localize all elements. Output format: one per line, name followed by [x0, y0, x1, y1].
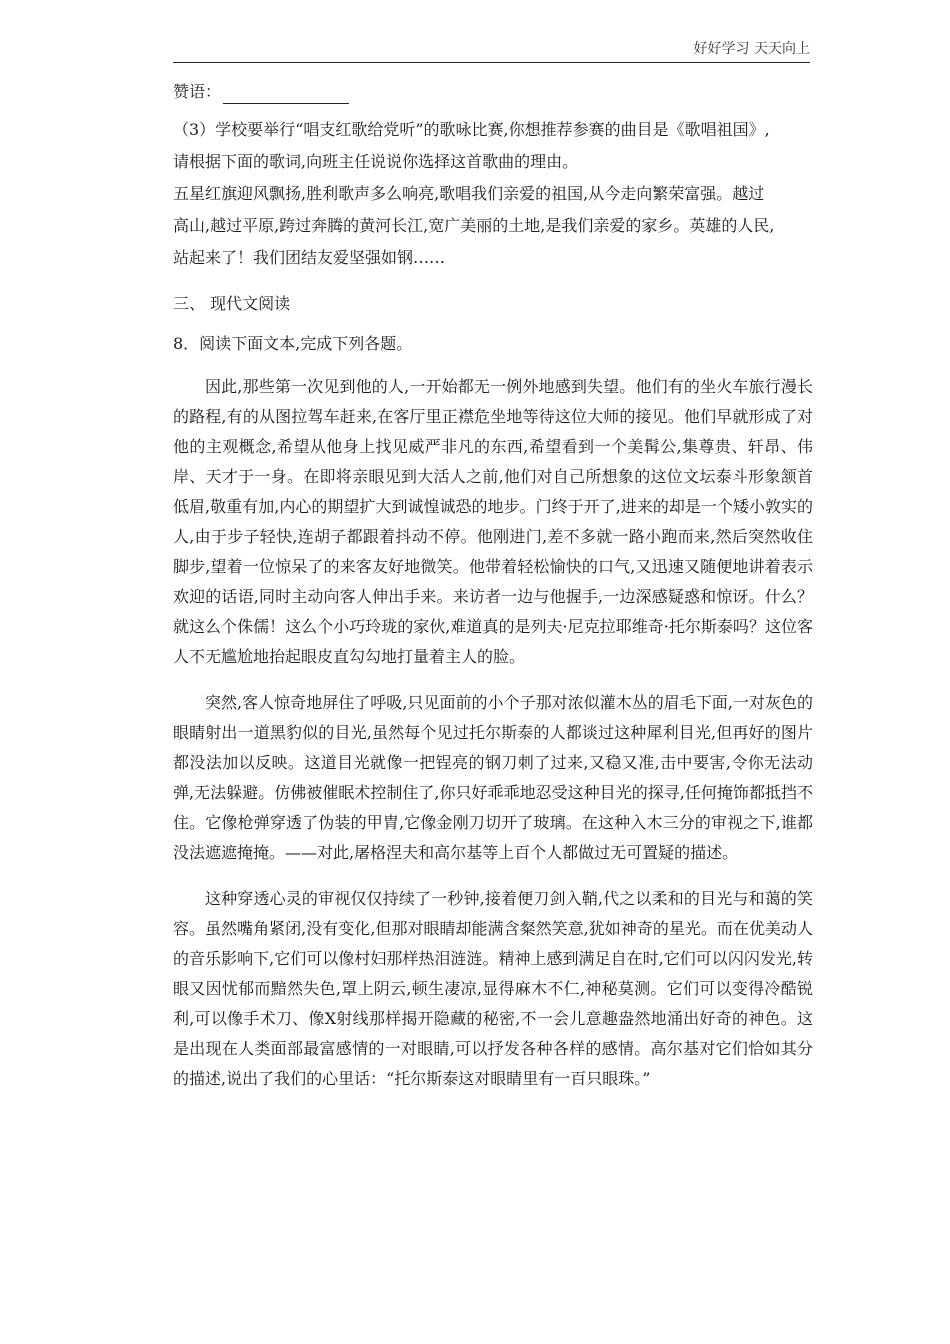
praise-answer-blank[interactable]	[223, 85, 349, 104]
praise-fill-line	[173, 80, 813, 104]
passage-paragraph-2: 突然,客人惊奇地屏住了呼吸,只见面前的小个子那对浓似灌木丛的眉毛下面,一对灰色的眼睛射出一道黑豹似的目光,虽然每个见过托尔斯泰的人都谈过这种犀利目光,但再好的图片都没法加以反映。这道目光就像一把锃亮的钢刀刺了过来,又稳又准,击中要害,令你无法动弹,无法躲避。仿佛被催眠术控制住了,你只好乖乖地忍受这种目光的探寻,任何掩饰都抵挡不住。它像枪弹穿透了伪装的甲胄,它像金刚刀切开了玻璃。在这种入木三分的审视之下,谁都没法遮遮掩掩。——对此,屠格涅夫和高尔基等上百个人都做过无可置疑的描述。	[173, 693, 813, 862]
header-motto: 好好学习 天天向上	[693, 41, 810, 57]
song-lyrics	[173, 178, 813, 274]
praise-label: 赞语：	[173, 82, 222, 101]
question-3-line-1: （3）学校要举行“唱支红歌给党听”的歌咏比赛,你想推荐参赛的曲目是《歌唱祖国》,	[173, 120, 770, 139]
page-header	[173, 36, 810, 63]
question-3-line-2: 请根据下面的歌词,向班主任说说你选择这首歌曲的理由。	[173, 152, 579, 171]
document-body	[173, 80, 813, 1110]
lyrics-line-3: 站起来了！我们团结友爱坚强如钢……	[173, 248, 446, 267]
passage-paragraph-1: 因此,那些第一次见到他的人,一开始都无一例外地感到失望。他们有的坐火车旅行漫长的路程,有的从图拉驾车赶来,在客厅里正襟危坐地等待这位大师的接见。他们早就形成了对他的主观概念,希望从他身上找见威严非凡的东西,希望看到一个美髯公,集尊贵、轩昂、伟岸、天才于一身。在即将亲眼见到大活人之前,他们对自己所想象的这位文坛泰斗形象颔首低眉,敬重有加,内心的期望扩大到诚惶诚恐的地步。门终于开了,进来的却是一个矮小敦实的人,由于步子轻快,连胡子都跟着抖动不停。他刚进门,差不多就一路小跑而来,然后突然收住脚步,望着一位惊呆了的来客友好地微笑。他带着轻松愉快的口气,又迅速又随便地讲着表示欢迎的话语,同时主动向客人伸出手来。来访者一边与他握手,一边深感疑惑和惊讶。什么？就这么个侏儒！这么个小巧玲珑的家伙,难道真的是列夫·尼克拉耶维奇·托尔斯泰吗？这位客人不无尴尬地抬起眼皮直勾勾地打量着主人的脸。	[173, 377, 813, 666]
passage-paragraph-3: 这种穿透心灵的审视仅仅持续了一秒钟,接着便刀剑入鞘,代之以柔和的目光与和蔼的笑容。虽然嘴角紧闭,没有变化,但那对眼睛却能满含粲然笑意,犹如神奇的星光。而在优美动人的音乐影响下,它们可以像村妇那样热泪涟涟。精神上感到满足自在时,它们可以闪闪发光,转眼又因忧郁而黯然失色,罩上阴云,顿生凄凉,显得麻木不仁,神秘莫测。它们可以变得冷酷锐利,可以像手术刀、像X射线那样揭开隐藏的秘密,不一会儿意趣盎然地涌出好奇的神色。这是出现在人类面部最富感情的一对眼睛,可以抒发各种各样的感情。高尔基对它们恰如其分的描述,说出了我们的心里话：“托尔斯泰这对眼睛里有一百只眼珠。”	[173, 889, 813, 1088]
lyrics-line-1: 五星红旗迎风飘扬,胜利歌声多么响亮,歌唱我们亲爱的祖国,从今走向繁荣富强。越过	[173, 184, 765, 203]
question-8-stem: 8．阅读下面文本,完成下列各题。	[173, 334, 413, 353]
question-3	[173, 114, 813, 178]
lyrics-line-2: 高山,越过平原,跨过奔腾的黄河长江,宽广美丽的土地,是我们亲爱的家乡。英雄的人民,	[173, 216, 775, 235]
section-title: 三、 现代文阅读	[173, 294, 291, 313]
